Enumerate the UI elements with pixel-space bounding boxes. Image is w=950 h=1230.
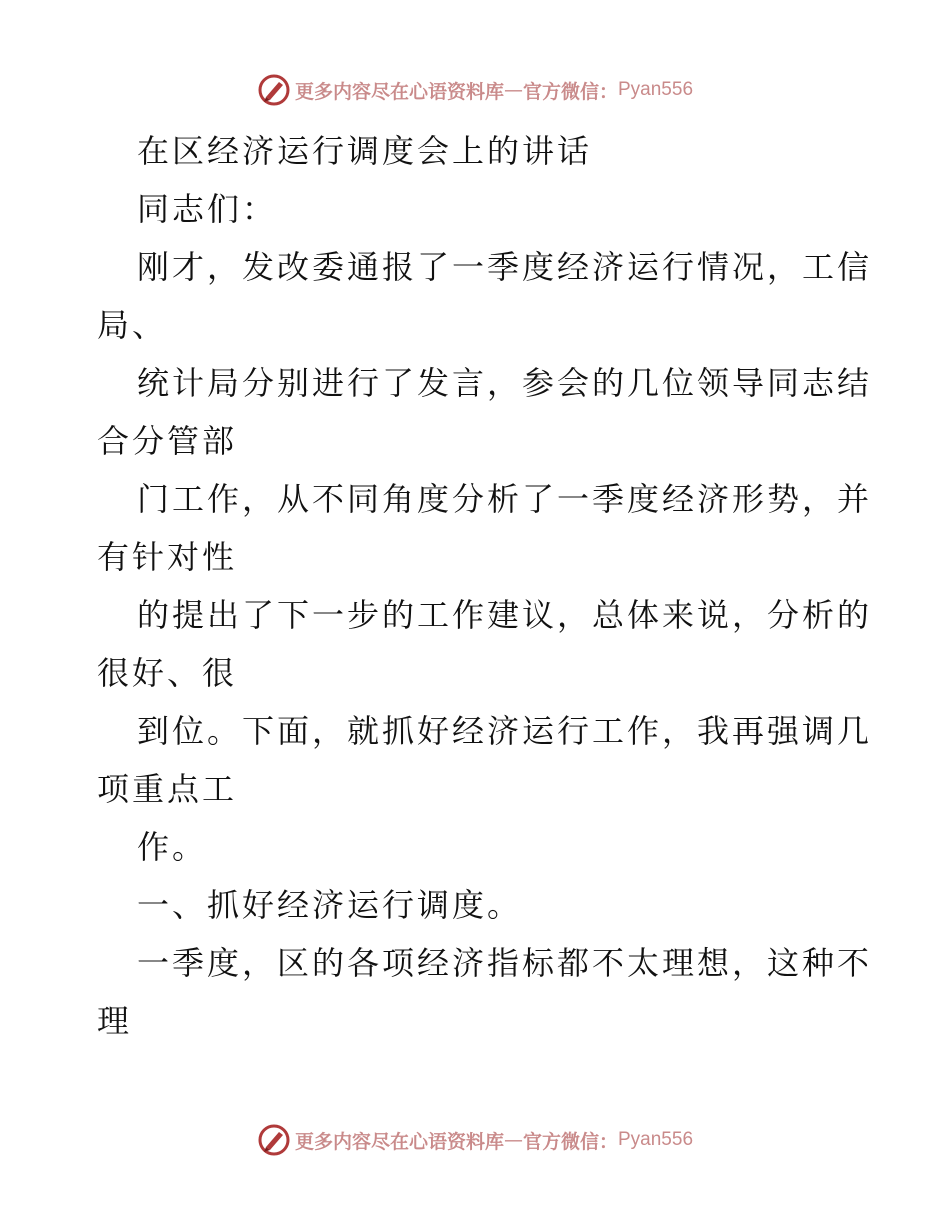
text-line: 到位。下面，就抓好经济运行工作，我再强调几 <box>137 712 873 750</box>
pen-logo-icon <box>257 1123 291 1157</box>
watermark-channel: 官方微信： <box>522 80 618 103</box>
text-line: 作。 <box>137 828 208 866</box>
watermark-brand: Pyan556 <box>618 79 694 100</box>
text-line: 局、 <box>97 306 168 344</box>
text-line: 一、抓好经济运行调度。 <box>137 886 523 924</box>
text-line: 项重点工 <box>97 770 238 808</box>
text-line: 刚才，发改委通报了一季度经济运行情况，工信 <box>137 248 873 286</box>
text-line: 一季度，区的各项经济指标都不太理想，这种不 <box>137 944 873 982</box>
watermark-separator: — <box>503 1129 523 1151</box>
pen-logo-icon <box>257 73 291 107</box>
header-watermark <box>0 70 950 110</box>
text-line: 有针对性 <box>97 538 238 576</box>
text-line: 同志们： <box>137 190 278 228</box>
document-title: 在区经济运行调度会上的讲话 <box>137 132 593 170</box>
watermark-text: 更多内容尽在心语资料库 <box>294 1130 504 1153</box>
document-body <box>97 122 873 1050</box>
text-line: 门工作，从不同角度分析了一季度经济形势，并 <box>137 480 873 518</box>
watermark-channel: 官方微信： <box>522 1130 618 1153</box>
text-line: 统计局分别进行了发言，参会的几位领导同志结 <box>137 364 873 402</box>
watermark-text: 更多内容尽在心语资料库 <box>294 80 504 103</box>
footer-watermark <box>0 1120 950 1160</box>
watermark-separator: — <box>503 79 523 101</box>
watermark-brand: Pyan556 <box>618 1129 694 1150</box>
text-line: 的提出了下一步的工作建议，总体来说，分析的 <box>137 596 873 634</box>
text-line: 理 <box>97 1002 133 1040</box>
text-line: 很好、很 <box>97 654 238 692</box>
text-line: 合分管部 <box>97 422 238 460</box>
